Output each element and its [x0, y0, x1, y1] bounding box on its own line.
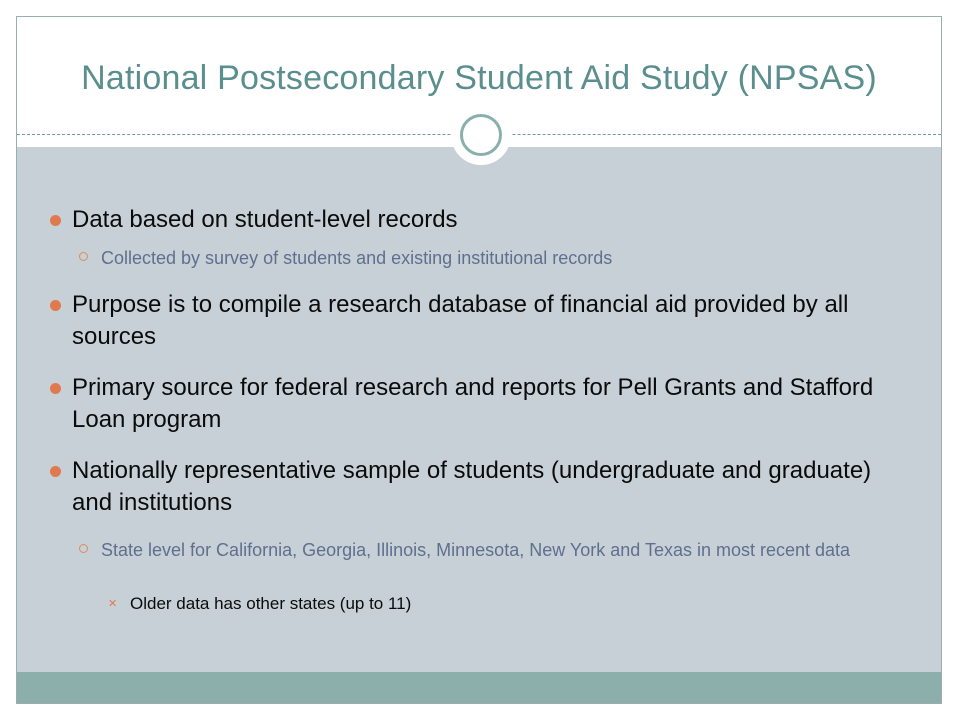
content-area	[17, 147, 941, 672]
bullet-list	[17, 147, 941, 672]
slide-title: National Postsecondary Student Aid Study (NPSAS)	[81, 59, 877, 97]
filled-circle-bullet-icon	[50, 300, 61, 311]
bullet-text: Data based on student-level records	[72, 206, 458, 233]
bullet-item	[72, 455, 892, 519]
hollow-circle-bullet-icon	[79, 544, 88, 553]
circle-ornament-ring	[460, 114, 502, 156]
bullet-item	[72, 372, 892, 436]
bullet-text: Purpose is to compile a research database of financial aid provided by all sources	[72, 291, 849, 350]
bullet-item	[72, 204, 892, 236]
circle-ornament-icon	[451, 105, 511, 165]
sub-bullet-item	[101, 539, 891, 562]
filled-circle-bullet-icon	[50, 215, 61, 226]
bullet-text: Primary source for federal research and reports for Pell Grants and Stafford Loan program	[72, 374, 874, 433]
footer-band	[17, 672, 941, 704]
slide-frame	[16, 16, 942, 704]
bullet-item	[72, 289, 892, 353]
sub-bullet-text: State level for California, Georgia, Illinois, Minnesota, New York and Texas in most recent data	[101, 540, 851, 560]
hollow-circle-bullet-icon	[79, 252, 88, 261]
filled-circle-bullet-icon	[50, 383, 61, 394]
sub-sub-bullet-item	[108, 593, 870, 615]
filled-circle-bullet-icon	[50, 466, 61, 477]
bullet-text: Nationally representative sample of students (undergraduate and graduate) and institutions	[72, 457, 872, 516]
sub-sub-bullet-text: Older data has other states (up to 11)	[130, 594, 412, 613]
sub-bullet-text: Collected by survey of students and existing institutional records	[101, 248, 613, 268]
sub-bullet-item	[101, 247, 891, 270]
x-mark-bullet-icon: ✕	[108, 598, 118, 610]
